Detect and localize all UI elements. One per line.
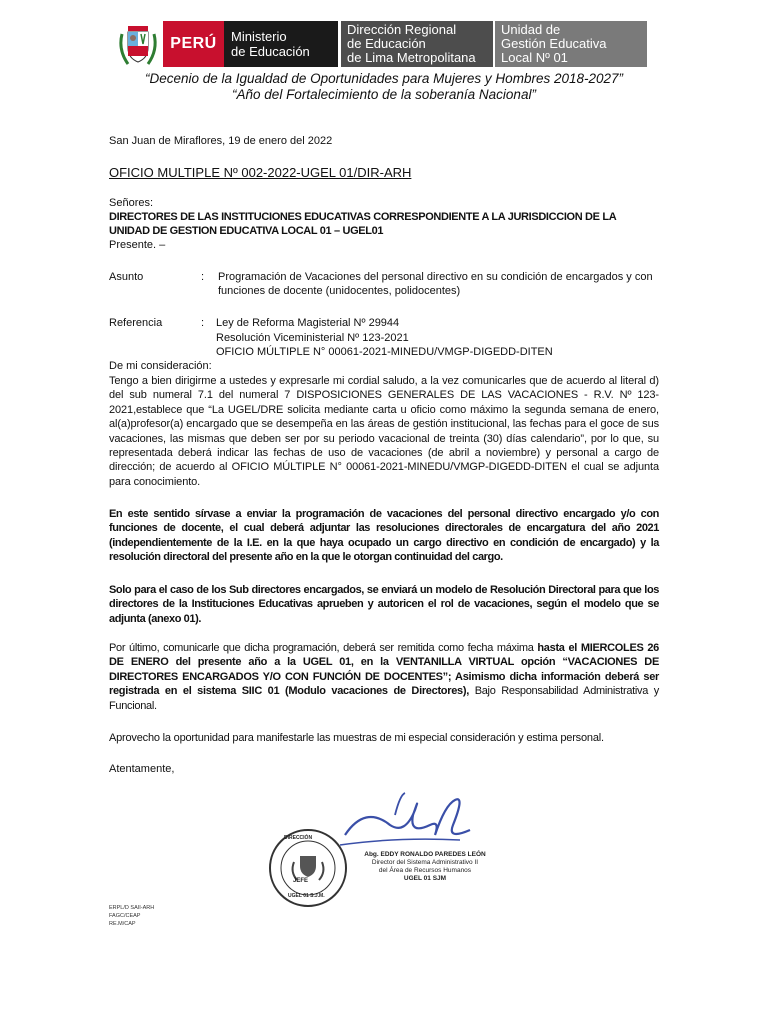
initials-block	[109, 904, 154, 928]
dre-line-1: Dirección Regional	[347, 22, 457, 37]
oficio-title: OFICIO MULTIPLE Nº 002-2022-UGEL 01/DIR-ARH	[109, 165, 412, 180]
stamp-line-1: Abg. EDDY RONALDO PAREDES LEÓN	[364, 851, 486, 858]
asunto-colon: :	[201, 271, 205, 283]
seal-direccion: DIRECCIÓN	[284, 835, 313, 841]
peru-label: PERÚ	[163, 21, 224, 67]
signature-stamp	[360, 851, 490, 883]
ugel-block	[495, 21, 647, 67]
paragraph-1: Tengo a bien dirigirme a ustedes y expresarle mi cordial saludo, a la vez comunicarles que de acuerdo al literal d) del sub numeral 7.1 del numeral 7 DISPOSICIONES GENERALES DE LAS VACACIONES - R.V. Nº 123-2021,establece que “La UGEL/DRE solicita mediante carta u oficio como máximo la segunda semana de enero, al(a)profesor(a) encargado que se desempeña en las áreas de gestión institucional, las fechas para el goce de sus vacaciones, las mismas que deben ser por su periodo vacacional de treinta (30) días calendario”, por lo que, su representada deberá indicar las fechas de uso de vacaciones (de abril a noviembre) y personal a cargo de dirección; de acuerdo al OFICIO MÚLTIPLE N° 00061-2021-MINEDU/VMGP-DIGEDD-DITEN el cual se adjunta para conocimiento.	[109, 375, 659, 488]
stamp-line-4: UGEL 01 SJM	[403, 875, 447, 882]
dre-line-2: de Educación	[347, 36, 426, 51]
referencia-item-1: Ley de Reforma Magisterial Nº 29944	[216, 317, 400, 329]
asunto-text: Programación de Vacaciones del personal directivo en su condición de encargados y con funciones de docente (unidocentes, polidocentes)	[218, 271, 653, 298]
ugel-line-1: Unidad de	[501, 22, 561, 37]
referencia-item-3: OFICIO MÚLTIPLE N° 00061-2021-MINEDU/VMGP-DIGEDD-DITEN	[216, 346, 553, 358]
ministerio-line-1: Ministerio	[231, 29, 287, 44]
place-date: San Juan de Miraflores, 19 de enero del 2022	[109, 135, 333, 147]
dre-line-3: de Lima Metropolitana	[347, 50, 476, 65]
recipients: DIRECTORES DE LAS INSTITUCIONES EDUCATIVAS CORRESPONDIENTE A LA JURISDICCION DE LA UNIDAD DE GESTION EDUCATIVA LOCAL 01 – UGEL01	[109, 211, 616, 238]
paragraph-4-closing: Bajo Responsabilidad Administrativa y Funcional.	[109, 685, 659, 712]
senores-label: Señores:	[109, 197, 154, 209]
consideracion: De mi consideración:	[109, 360, 212, 372]
ugel-line-3: Local Nº 01	[501, 50, 568, 65]
coat-of-arms-logo	[116, 20, 160, 68]
dre-block	[341, 21, 493, 67]
referencia-item-2: Resolución Viceministerial Nº 123-2021	[216, 332, 409, 344]
referencia-colon: :	[201, 317, 205, 329]
handwritten-signature	[335, 785, 475, 855]
paragraph-4	[109, 641, 659, 713]
paragraph-5: Aprovecho la oportunidad para manifestarle las muestras de mi especial consideración y estima personal.	[109, 732, 604, 744]
initials-line-3: RE.M/CAP	[109, 921, 136, 927]
seal-ugel: UGEL 01 S.J.M.	[288, 893, 325, 899]
paragraph-2: En este sentido sírvase a enviar la programación de vacaciones del personal directivo encargado y/o con funciones de docente, el cual deberá adjuntar las resoluciones directorales de encargatura del año 2021 (independientemente de la I.E. en la que haya ocupado un cargo directivo en condición de encargado) y la resolución directoral del presente año en la que le otorgan continuidad del cargo.	[109, 508, 659, 564]
referencia-label: Referencia	[109, 317, 163, 329]
anio-slogan: “Año del Fortalecimiento de la soberanía Nacional”	[232, 87, 536, 102]
ministerio-block	[224, 21, 338, 67]
ministerio-line-2: de Educación	[231, 44, 310, 59]
stamp-line-3: del Área de Recursos Humanos	[378, 867, 472, 874]
stamp-line-2: Director del Sistema Administrativo II	[371, 859, 479, 866]
initials-line-1: ERPL/D SAII-ARH	[109, 905, 155, 911]
atentamente: Atentamente,	[109, 763, 175, 775]
ugel-line-2: Gestión Educativa	[501, 36, 607, 51]
paragraph-3: Solo para el caso de los Sub directores encargados, se enviará un modelo de Resolución Directoral para que los directores de la Instituciones Educativas aprueben y autoricen el rol de vacaciones, según el modelo que se adjunta (anexo 01).	[109, 584, 659, 625]
paragraph-4-intro: Por último, comunicarle que dicha programación, deberá ser remitida como fecha máxima	[109, 642, 538, 654]
presente: Presente. –	[109, 239, 166, 251]
decenio-slogan: “Decenio de la Igualdad de Oportunidades para Mujeres y Hombres 2018-2027”	[144, 71, 624, 86]
paragraph-4-deadline: hasta el MIERCOLES 26 DE ENERO del presente año a la UGEL 01, en la VENTANILLA VIRTUAL opción “VACACIONES DE DIRECTORES ENCARGADOS Y/O CON FUNCIÓN DE DOCENTES”; Asimismo dicha información deberá ser registrada en el sistema SIIC 01 (Modulo vacaciones de Directores),	[109, 642, 659, 698]
initials-line-2: FAGC/CEAP	[109, 913, 141, 919]
asunto-label: Asunto	[109, 271, 144, 283]
seal-jefe: JEFE	[293, 878, 309, 884]
